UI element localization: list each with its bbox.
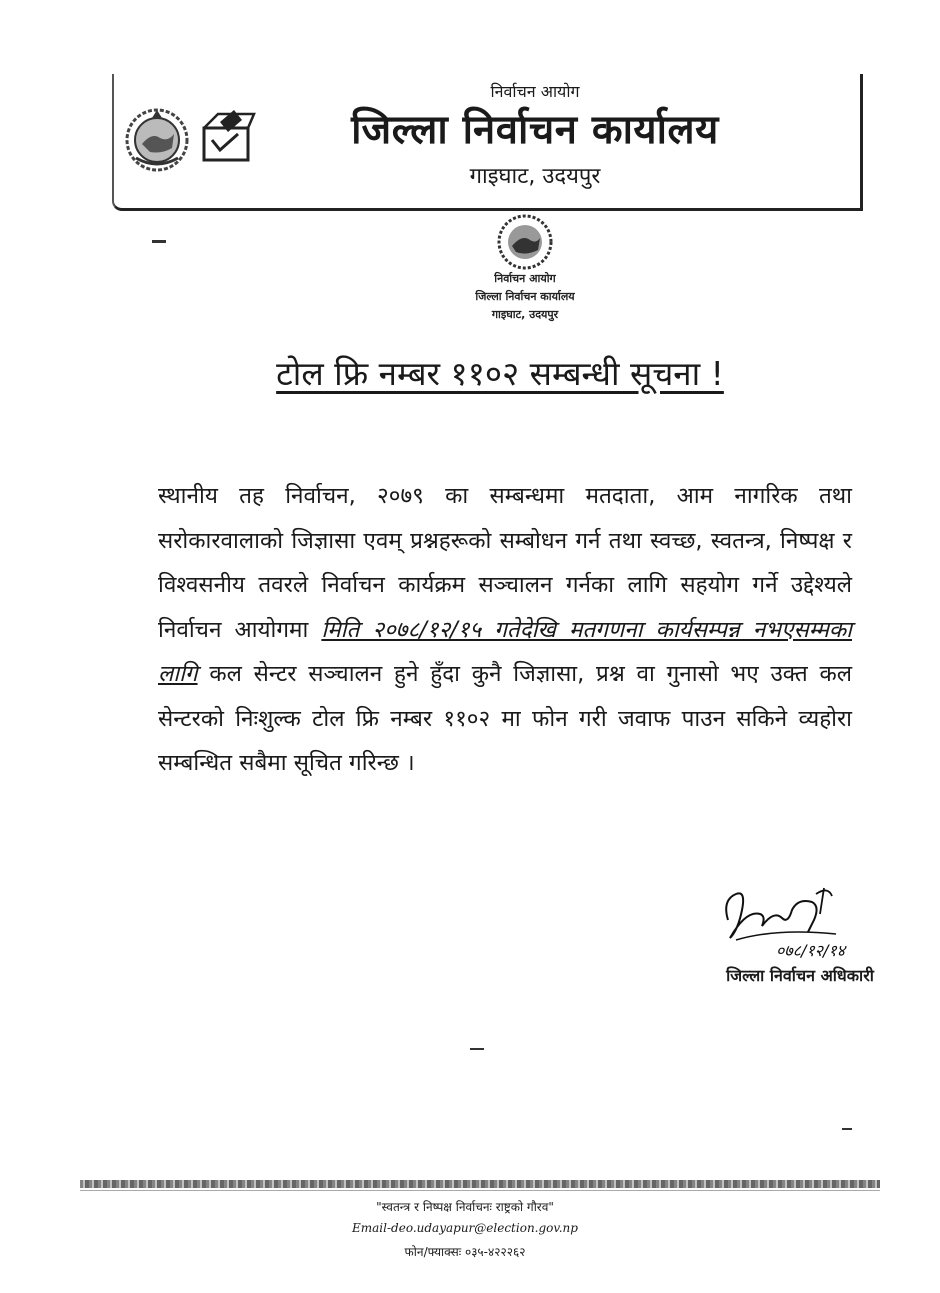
scan-speck (152, 240, 166, 243)
scan-speck (842, 1128, 852, 1130)
footer-email: Email-deo.udayapur@election.gov.np (352, 1221, 578, 1235)
footer-divider (80, 1180, 880, 1188)
notice-body (158, 474, 852, 786)
office-stamp (440, 210, 610, 340)
office-name: जिल्ला निर्वाचन कार्यालय (351, 107, 719, 153)
notice-title-text: टोल फ्रि नम्बर ११०२ सम्बन्धी सूचना ! (276, 354, 724, 393)
stamp-line-1: निर्वाचन आयोग (494, 272, 556, 285)
stamp-line-3: गाइघाट, उदयपुर (491, 308, 559, 321)
footer-slogan: "स्वतन्त्र र निष्पक्ष निर्वाचनः राष्ट्रको गौरव" (376, 1200, 554, 1214)
ballot-box-icon (198, 106, 256, 166)
scan-speck (470, 1048, 484, 1050)
commission-name: निर्वाचन आयोग (490, 82, 580, 101)
signer-title: जिल्ला निर्वाचन अधिकारी (726, 966, 874, 985)
footer-divider-thin (80, 1190, 880, 1191)
nepal-emblem-icon (122, 104, 192, 174)
notice-date-period: मिति २०७८/१२/१५ गतेदेखि मतगणना कार्यसम्पन्न नभएसम्मका लागि (158, 616, 853, 687)
stamp-emblem-icon (499, 216, 551, 268)
office-location: गाइघाट, उदयपुर (469, 164, 601, 189)
footer-phone: फोन/फ्याक्सः ०३५-४२२२६२ (404, 1245, 526, 1259)
notice-body-part-1: स्थानीय तह निर्वाचन, २०७९ का सम्बन्धमा मतदाता, आम नागरिक तथा सरोकारवालाको जिज्ञासा एवम् प्रश्नहरूको सम्बोधन गर्न तथा स्वच्छ, स्वतन्त्र, निष्पक्ष र विश्वसनीय तवरले निर्वाचन कार्यक्रम सञ्चालन गर्नका लागि सहयोग गर्ने उद्देश्यले निर्वाचन आयोगमा (158, 483, 852, 643)
signature-date: ०७८/१२/१४ (776, 941, 846, 960)
notice-body-part-2: कल सेन्टर सञ्चालन हुने हुँदा कुनै जिज्ञासा, प्रश्न वा गुनासो भए उक्त कल सेन्टरको निःशुल्क टोल फ्रि नम्बर ११०२ मा फोन गरी जवाफ पाउन सकिने व्यहोरा सम्बन्धित सबैमा सूचित गरिन्छ । (158, 661, 852, 776)
stamp-line-2: जिल्ला निर्वाचन कार्यालय (475, 290, 575, 303)
notice-title (150, 350, 850, 395)
handwritten-signature (716, 880, 866, 960)
